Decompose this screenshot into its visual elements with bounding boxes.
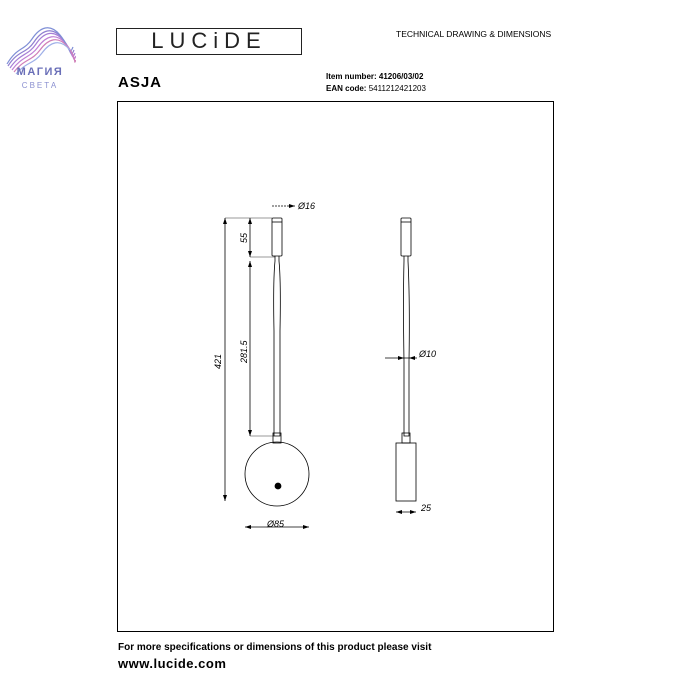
- dim-head-diameter: Ø16: [298, 201, 316, 211]
- footer-note: For more specifications or dimensions of this product please visit: [118, 642, 432, 653]
- dim-arm-diameter: Ø10: [419, 349, 437, 359]
- product-name: ASJA: [118, 74, 163, 91]
- front-head: [272, 218, 282, 256]
- dim-head-height: 55: [239, 232, 249, 243]
- touch-switch: [275, 483, 281, 489]
- document-type: TECHNICAL DRAWING & DIMENSIONS: [396, 29, 552, 39]
- dim-total-height: 421: [213, 353, 223, 369]
- dim-base-diameter: Ø85: [267, 519, 285, 529]
- side-head: [401, 218, 411, 256]
- side-base: [396, 443, 416, 501]
- ean-value: 5411212421203: [368, 84, 426, 93]
- front-base: [245, 442, 309, 506]
- ean-code: [326, 84, 426, 93]
- item-number-label: Item number:: [326, 72, 377, 81]
- watermark-name: МАГИЯ: [16, 66, 64, 78]
- dim-base-depth: 25: [421, 503, 432, 513]
- brand-logo: LUCiDE: [116, 28, 302, 55]
- technical-drawing: [117, 101, 554, 632]
- item-number: [326, 72, 423, 81]
- footer-url[interactable]: www.lucide.com: [118, 656, 227, 671]
- watermark-subtitle: СВЕТА: [21, 81, 59, 90]
- front-arm: [274, 256, 281, 436]
- side-arm: [404, 256, 410, 436]
- dim-arm-length: 281.5: [239, 340, 249, 363]
- item-number-value: 41206/03/02: [378, 72, 424, 81]
- ean-label: EAN code:: [326, 84, 367, 93]
